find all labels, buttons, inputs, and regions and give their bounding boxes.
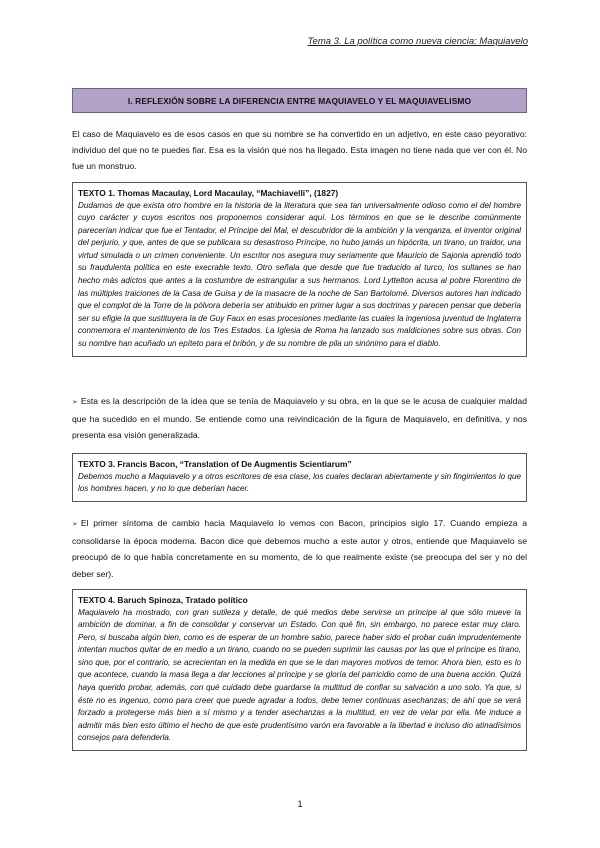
quote-body: Dudamos de que exista otro hombre en la historia de la literatura que sea tan universalmente odioso como el del hombre cuyo carácter y cuyos escritos nos proponemos considerar aquí. Los términos en que se le describe comúnmente parecerían indicar que fue el Tentador, el Príncipe del Mal, el descubridor de la ambición y la venganza, el inventor original del perjurio, y que, antes de que se publicara su desastroso Príncipe, no hubo jamás un hipócrita, un tirano, un traidor, una virtud simulada o un crimen conveniente. Un escritor nos asegura muy seriamente que Mauricio de Sajonia aprendió todo su fraudulenta política en este execrable texto. Otro señala que desde que fue traducido al turco, los sultanes se han hecho más adictos que antes a la costumbre de estrangular a sus hermanos. Lord Lyttelton acusa al pobre Florentino de las múltiples traiciones de la Casa de Guisa y de la masacre de la noche de San Bartolomé. Diversos autores han indicado que el complot de la Torre de la pólvora debería ser atribuido en primer lugar a sus doctrinas y parecen pensar que debería ser su efigie la que sustituyera la de Guy Faux en esas procesiones mediante las cuales la ingeniosa juventud de Inglaterra conmemora el mantenimiento de los Tres Estados. La Iglesia de Roma ha lanzado sus maldiciones sobre sus obras. Con su nombre han acuñado un epíteto para el bribón, y de su nombre de pila un sinónimo para el diablo. bbox=[78, 200, 521, 349]
intro-paragraph: El caso de Maquiavelo es de esos casos en que su nombre se ha convertido en un adjetivo, en este caso peyorativo: individuo del que no te puedes fiar. Esa es la visión que nos ha llegado. Esta imagen no tiene nada que ver con él. No fue un monstruo. bbox=[72, 129, 527, 172]
quote-body: Debemos mucho a Maquiavelo y a otros escritores de esa clase, los cuales declaran abiertamente y sin fingimientos lo que los hombres hacen, y no lo que deberían hacer. bbox=[78, 471, 521, 494]
section-heading bbox=[72, 88, 527, 113]
arrow-bullet-icon: ➢ bbox=[72, 521, 78, 528]
section-heading-text: I. REFLEXIÓN SOBRE LA DIFERENCIA ENTRE MAQUIAVELO Y EL MAQUIAVELISMO bbox=[127, 95, 472, 106]
comment-paragraph-1 bbox=[72, 393, 527, 444]
quote-box-texto-3 bbox=[72, 453, 527, 502]
comment-text-2: El primer síntoma de cambio hacia Maquiavelo lo vemos con Bacon, principios siglo 17. Cuando empieza a consolidarse la época moderna. Bacon dice que debemos mucho a este autor y otros, entiende que Maquiavelo se preocupó de lo que había concretamente en su momento, de lo que realmente existe (se preocupa del ser y no del deber ser). bbox=[72, 518, 527, 579]
page-number: 1 bbox=[297, 799, 303, 809]
running-header: Tema 3. La política como nueva ciencia: Maquiavelo bbox=[307, 36, 528, 47]
quote-box-texto-4 bbox=[72, 589, 527, 751]
quote-title: TEXTO 3. Francis Bacon, “Translation of De Augmentis Scientiarum” bbox=[78, 459, 352, 469]
quote-box-texto-1 bbox=[72, 182, 527, 357]
quote-title: TEXTO 1. Thomas Macaulay, Lord Macaulay, “Machiavelli”, (1827) bbox=[78, 188, 339, 198]
arrow-bullet-icon: ➢ bbox=[72, 399, 78, 406]
quote-body: Maquiavelo ha mostrado, con gran sutileza y detalle, de qué medios debe servirse un príncipe al que sólo mueve la ambición de dominar, a fin de consolidar y conservar un Estado. Con qué fin, sin embargo, no parece estar muy claro. Pero, si buscaba algún bien, como es de esperar de un hombre sabio, parece haber sido el probar cuán imprudentemente intentan muchos quitar de en medio a un tirano, cuando no se pueden suprimir las causas por las que el príncipe es tirano, sino que, por el contrario, se acrecientan en la medida en que se le dan mayores motivos de temor. Ahora bien, esto es lo que acontece, cuando la masa llega a dar lecciones al príncipe y se gloría del parricidio como de una buena acción. Quizá haya querido probar, además, con qué cuidado debe guardarse la multitud de confiar su salvación a uno solo. Ya que, si éste no es ingenuo, como para creer que puede agradar a todos, debe temer continuas asechanzas; de ahí que se verá forzado a protegerse más bien a sí mismo y a tender asechanzas a la multitud, en vez de velar por ella. Me induce a admitir más bien esto último el hecho de que este prudentísimo varón era favorable a la libertad e incluso dio atinadísimos consejos para defenderla. bbox=[78, 607, 521, 743]
quote-title: TEXTO 4. Baruch Spinoza, Tratado político bbox=[78, 595, 248, 605]
comment-paragraph-2 bbox=[72, 515, 527, 582]
comment-text-1: Esta es la descripción de la idea que se tenía de Maquiavelo y su obra, en la que se le acusa de cualquier maldad que ha sucedido en el mundo. Se entiende como una reivindicación de la figura de Maquiavelo, en definitiva, y nos presenta esa visión generalizada. bbox=[72, 396, 527, 441]
